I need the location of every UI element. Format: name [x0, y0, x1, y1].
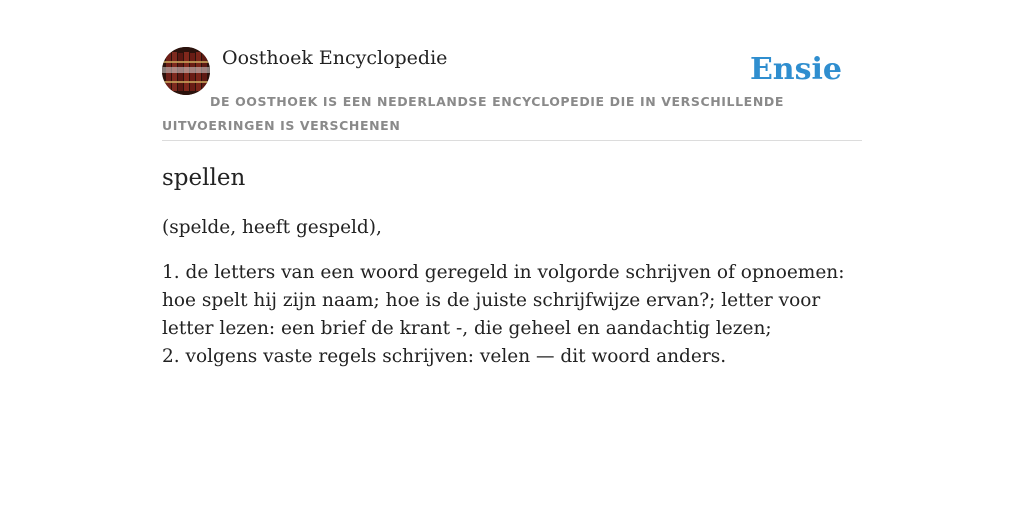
page-header [162, 46, 862, 141]
entry-grammar: (spelde, heeft gespeld), [162, 217, 382, 238]
site-title[interactable]: Oosthoek Encyclopedie [222, 47, 448, 69]
site-tagline: DE OOSTHOEK IS EEN NEDERLANDSE ENCYCLOPEDIE DIE IN VERSCHILLENDE UITVOERINGEN IS VERSCHENEN [162, 94, 784, 133]
encyclopedia-books-icon[interactable] [162, 47, 210, 95]
entry-definitions [162, 259, 862, 371]
definition-1: 1. de letters van een woord geregeld in volgorde schrijven of opnoemen: hoe spelt hij zijn naam; hoe is de juiste schrijfwijze ervan?; letter voor letter lezen: een brief de krant -, die geheel en aandachtig lezen; [162, 262, 845, 339]
entry-headword: spellen [162, 165, 246, 191]
entry-content [162, 160, 862, 371]
ensie-logo[interactable]: Ensie [749, 52, 842, 87]
definition-2: 2. volgens vaste regels schrijven: velen — dit woord anders. [162, 346, 727, 367]
